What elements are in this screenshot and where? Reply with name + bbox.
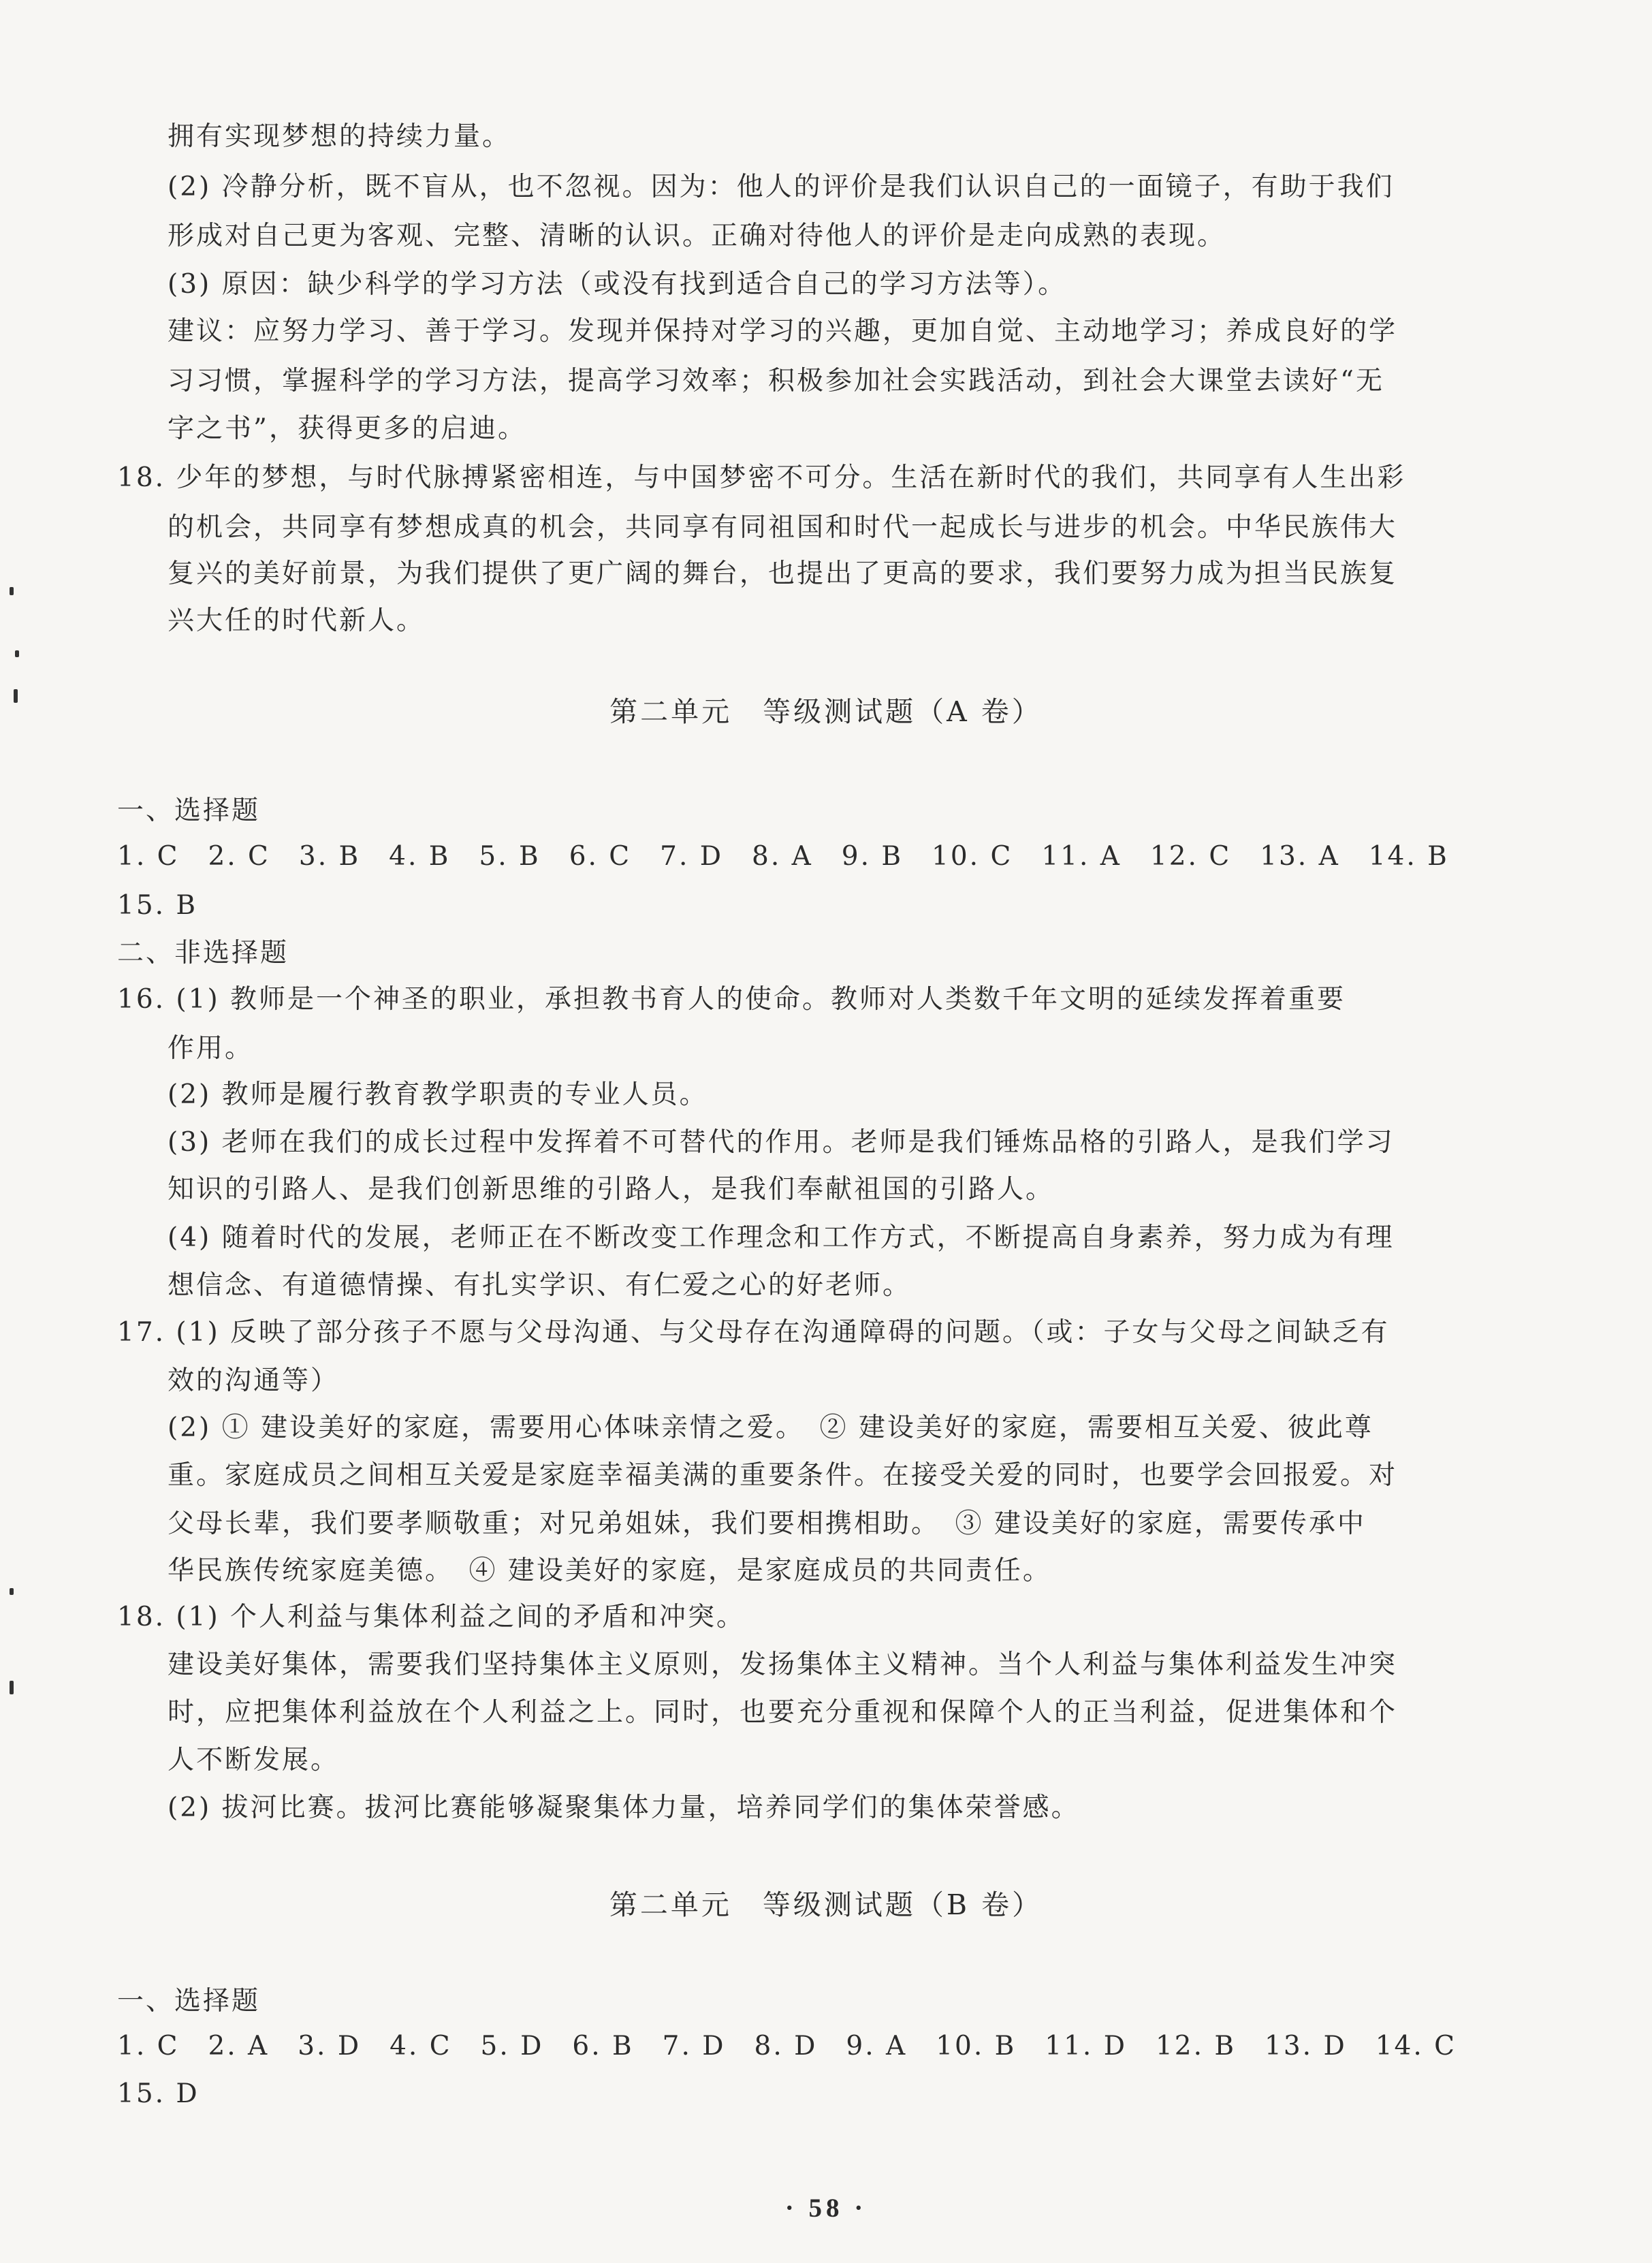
text-line: 父母长辈，我们要孝顺敬重；对兄弟姐妹，我们要相携相助。 ③ 建设美好的家庭，需要传承中: [168, 1508, 1366, 1539]
text-line: 重。家庭成员之间相互关爱是家庭幸福美满的重要条件。在接受关爱的同时，也要学会回报爱。对: [168, 1460, 1398, 1491]
question-18: 18. 少年的梦想，与时代脉搏紧密相连，与中国梦密不可分。生活在新时代的我们，共同享有人生出彩: [117, 462, 1406, 493]
text-line: 的机会，共同享有梦想成真的机会，共同享有同祖国和时代一起成长与进步的机会。中华民族伟大: [168, 512, 1398, 543]
text-line: 想信念、有道德情操、有扎实学识、有仁爱之心的好老师。: [168, 1270, 912, 1301]
answer-row: 1. C 2. A 3. D 4. C 5. D 6. B 7. D 8. D 9. A 10. B 11. D 12. B 13. D 14. C: [117, 2031, 1457, 2061]
question-16: 16. (1) 教师是一个神圣的职业，承担教书育人的使命。教师对人类数千年文明的延续发挥着重要: [117, 984, 1346, 1015]
scan-speck: [10, 587, 14, 595]
answer-row: 15. D: [117, 2078, 200, 2109]
text-line: (3) 原因：缺少科学的学习方法（或没有找到适合自己的学习方法等）。: [168, 269, 1067, 300]
text-line: (2) 冷静分析，既不盲从，也不忽视。因为：他人的评价是我们认识自己的一面镜子，有助于我们: [168, 172, 1395, 202]
text-line: 华民族传统家庭美德。 ④ 建设美好的家庭，是家庭成员的共同责任。: [168, 1555, 1051, 1586]
text-line: (2) 教师是履行教育教学职责的专业人员。: [168, 1079, 708, 1110]
page-number: · 58 ·: [784, 2194, 868, 2223]
section-heading-a: 第二单元 等级测试题（A 卷）: [609, 695, 1043, 728]
question-17: 17. (1) 反映了部分孩子不愿与父母沟通、与父母存在沟通障碍的问题。（或：子女与父母之间缺乏有: [117, 1317, 1390, 1348]
text-line: 兴大任的时代新人。: [168, 605, 426, 636]
text-line: 复兴的美好前景，为我们提供了更广阔的舞台，也提出了更高的要求，我们要努力成为担当民族复: [168, 558, 1398, 589]
text-line: 知识的引路人、是我们创新思维的引路人，是我们奉献祖国的引路人。: [168, 1174, 1055, 1205]
text-line: (2) 拔河比赛。拔河比赛能够凝聚集体力量，培养同学们的集体荣誉感。: [168, 1792, 1080, 1823]
scan-speck: [10, 1681, 14, 1694]
scan-speck: [10, 1588, 14, 1595]
section-label: 一、选择题: [117, 1986, 261, 2016]
text-line: 效的沟通等）: [168, 1365, 340, 1396]
section-label: 一、选择题: [117, 795, 261, 826]
text-line: 人不断发展。: [168, 1745, 340, 1775]
text-line: (4) 随着时代的发展，老师正在不断改变工作理念和工作方式，不断提高自身素养，努力成为有理: [168, 1222, 1395, 1253]
text-line: 建议：应努力学习、善于学习。发现并保持对学习的兴趣，更加自觉、主动地学习；养成良好的学: [168, 316, 1398, 347]
text-line: (3) 老师在我们的成长过程中发挥着不可替代的作用。老师是我们锤炼品格的引路人，是我们学习: [168, 1127, 1395, 1158]
text-line: 建设美好集体，需要我们坚持集体主义原则，发扬集体主义精神。当个人利益与集体利益发生冲突: [168, 1649, 1398, 1680]
text-line: 习习惯，掌握科学的学习方法，提高学习效率；积极参加社会实践活动，到社会大课堂去读好“无: [168, 366, 1384, 396]
section-heading-b: 第二单元 等级测试题（B 卷）: [609, 1888, 1043, 1921]
answer-row: 15. B: [117, 890, 198, 921]
text-line: 作用。: [168, 1033, 254, 1064]
section-label: 二、非选择题: [117, 938, 289, 968]
text-line: 拥有实现梦想的持续力量。: [168, 121, 511, 152]
question-18: 18. (1) 个人利益与集体利益之间的矛盾和冲突。: [117, 1602, 746, 1632]
scan-speck: [14, 689, 18, 703]
scan-speck: [15, 650, 19, 657]
text-line: 字之书”，获得更多的启迪。: [168, 413, 526, 444]
text-line: 形成对自己更为客观、完整、清晰的认识。正确对待他人的评价是走向成熟的表现。: [168, 221, 1226, 251]
text-line: (2) ① 建设美好的家庭，需要用心体味亲情之爱。 ② 建设美好的家庭，需要相互关爱、彼此尊: [168, 1412, 1373, 1443]
answer-row: 1. C 2. C 3. B 4. B 5. B 6. C 7. D 8. A 9. B 10. C 11. A 12. C 13. A 14. B: [117, 841, 1449, 872]
text-line: 时，应把集体利益放在个人利益之上。同时，也要充分重视和保障个人的正当利益，促进集体和个: [168, 1697, 1398, 1728]
